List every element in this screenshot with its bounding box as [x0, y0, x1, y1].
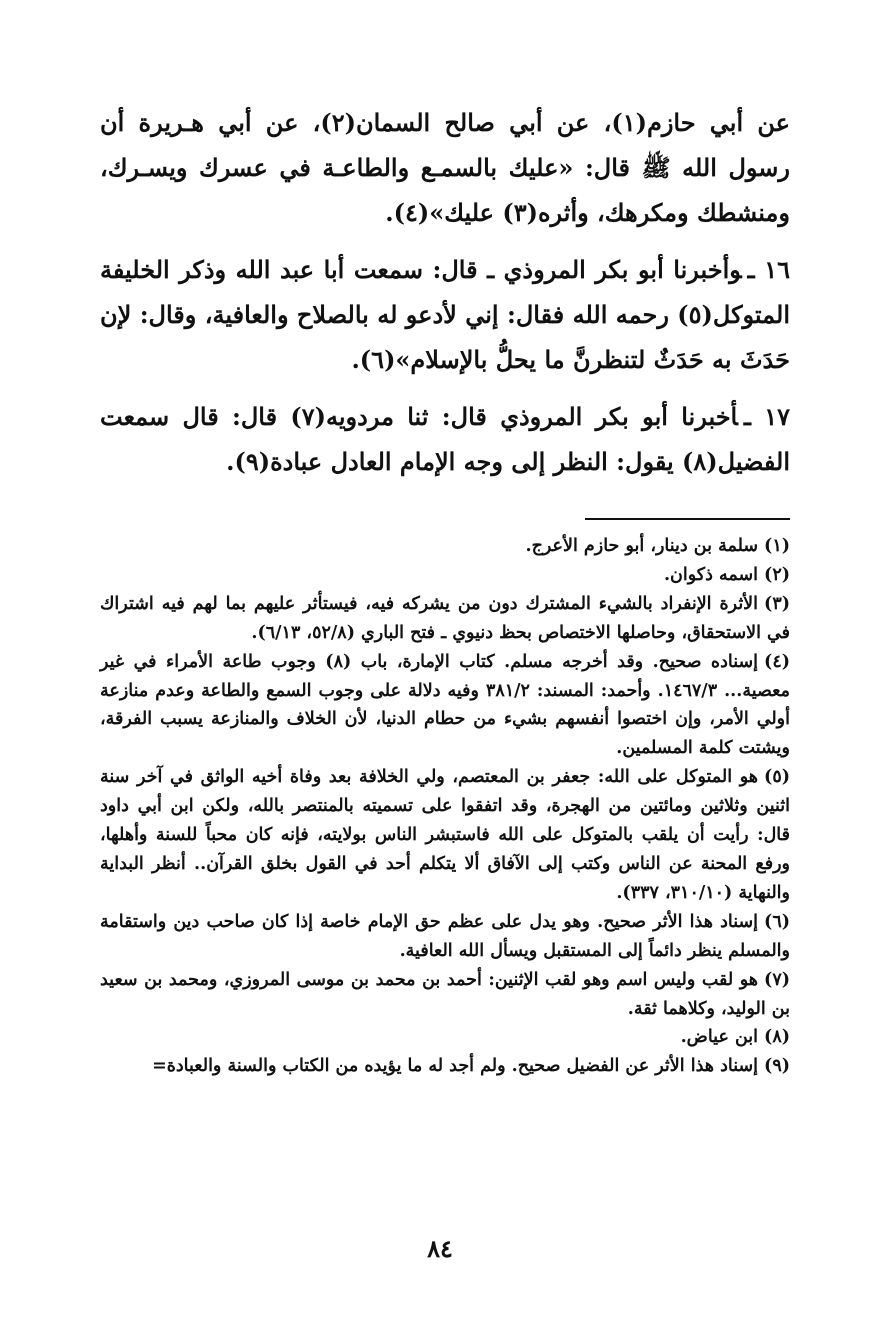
paragraph-number: ١٦ ـ: [747, 255, 791, 284]
footnote-number: (٤): [764, 651, 790, 672]
footnote-number: (٩): [764, 1056, 790, 1077]
footnote-number: (٨): [764, 1027, 790, 1048]
footnote-9: [100, 1052, 790, 1081]
footnote-number: (٧): [764, 969, 790, 990]
footnotes: [100, 532, 790, 1081]
footnote-8: [100, 1023, 790, 1052]
paragraph-text: عن أبي حازم(١)، عن أبي صالح السمان(٢)، عن أبي هـريرة أن رسول الله ﷺ قال: «عليك بالسمـع والطاعـة في عسرك ويسـرك، ومنشطك ومكرهك، وأثره(٣) عليك»(٤).: [100, 108, 790, 227]
footnote-text: اسمه ذكوان.: [663, 564, 759, 585]
footnote-text: ابن عياض.: [680, 1027, 759, 1048]
footnote-5: [100, 763, 790, 908]
footnote-2: [100, 561, 790, 590]
footnote-text: إسناد هذا الأثر عن الفضيل صحيح. ولم أجد له ما يؤيده من الكتاب والسنة والعبادة=: [152, 1056, 759, 1077]
footnote-6: [100, 908, 790, 966]
paragraph-text: وأخبرنا أبو بكر المروذي ـ قال: سمعت أبا عبد الله وذكر الخليفة المتوكل(٥) رحمه الله فقال: إني لأدعو له بالصلاح والعافية، وقال: لإن حَدَثَ به حَدَثٌ لتنظرنَّ ما يحلُّ بالإسلام»(٦).: [100, 255, 790, 374]
page-number: ٨٤: [427, 1234, 453, 1263]
footnote-number: (٦): [764, 911, 790, 932]
footnote-divider: [585, 518, 790, 520]
footnote-number: (٥): [764, 767, 791, 788]
paragraph-text: أخبرنا أبو بكر المروذي قال: ثنا مردويه(٧) قال: قال سمعت الفضيل(٨) يقول: النظر إلى وجه الإمام العادل عبادة(٩).: [100, 402, 790, 476]
paragraph-number: ١٧ ـ: [743, 402, 790, 431]
paragraph-continuation: [100, 100, 790, 235]
footnote-number: (٢): [764, 564, 790, 585]
footnote-7: [100, 966, 790, 1024]
main-text: [100, 100, 790, 496]
footnote-text: سلمة بن دينار، أبو حازم الأعرج.: [525, 536, 759, 556]
footnote-text: هو المتوكل على الله: جعفر بن المعتصم، ولي الخلافة بعد وفاة أخيه الواثق في آخر سنة اثنين وثلاثين ومائتين من الهجرة، وقد اتفقوا على تسميته بالمنتصر بالله، ولكن ابن أبي داود قال: رأيت أن يلقب بالمتوكل على الله فاستبشر الناس بولايته، فإنه كان محباً للسنة وأهلها، ورفع المحنة عن الناس وكتب إلى الآفاق ألا يتكلم أحد في القول بخلق القرآن.. أنظر البداية والنهاية (٣١٠/١٠، ٣٣٧).: [100, 767, 790, 903]
footnote-text: إسناده صحيح. وقد أخرجه مسلم. كتاب الإمارة، باب (٨) وجوب طاعة الأمراء في غير معصية... ١٤٦٧/٣. وأحمد: المسند: ٣٨١/٢ وفيه دلالة على وجوب السمع والطاعة وعدم منازعة أولي الأمر، وإن اختصوا أنفسهم بشيء من حطام الدنيا، لأن الخلاف والمنازعة يسبب الفرقة، ويشتت كلمة المسلمين.: [100, 651, 790, 759]
footnote-4: [100, 648, 790, 764]
footnote-text: هو لقب وليس اسم وهو لقب الإثنين: أحمد بن محمد بن موسى المروزي، ومحمد بن سعيد بن الوليد، وكلاهما ثقة.: [100, 969, 790, 1019]
footnote-text: الأثرة الإنفراد بالشيء المشترك دون من يشركه فيه، فيستأثر عليهم بما لهم فيه اشتراك في الاستحقاق، وحاصلها الاختصاص بحظ دنيوي ـ فتح الباري (٥٢/٨، ٦/١٣).: [100, 593, 790, 643]
footnote-number: (١): [764, 536, 790, 556]
footnote-1: [100, 532, 790, 561]
paragraph-17: [100, 394, 790, 484]
footnote-number: (٣): [764, 593, 790, 614]
footnote-text: إسناد هذا الأثر صحيح. وهو يدل على عظم حق الإمام خاصة إذا كان صاحب دين واستقامة والمسلم ينظر دائماً إلى المستقبل ويسأل الله العافية.: [100, 911, 790, 961]
paragraph-16: [100, 247, 790, 382]
footnote-3: [100, 590, 790, 648]
